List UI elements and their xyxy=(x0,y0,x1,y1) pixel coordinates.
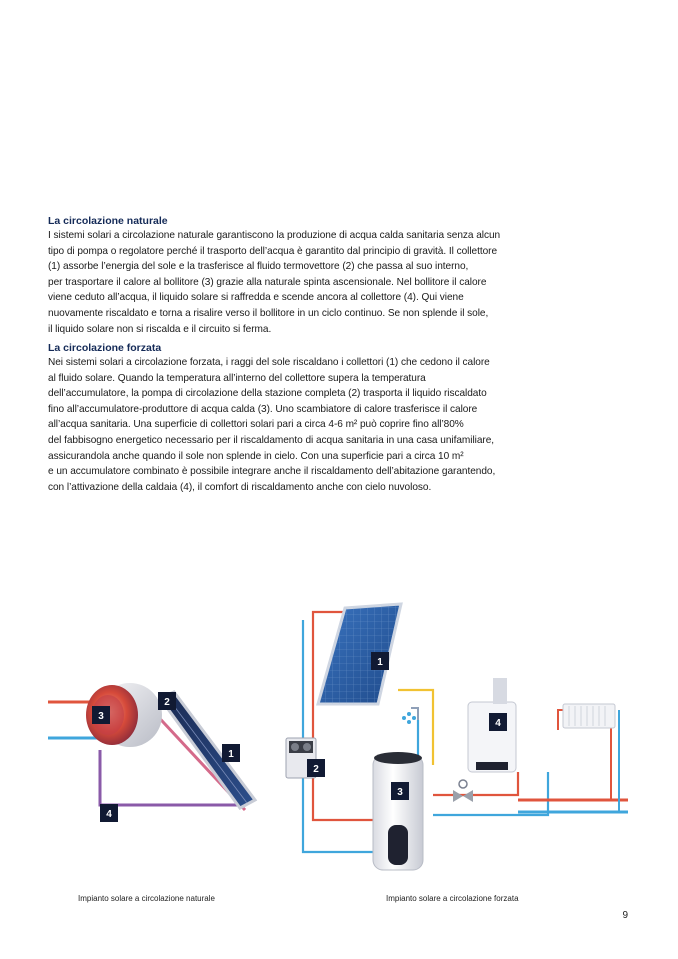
svg-text:2: 2 xyxy=(313,764,319,775)
text-line: il liquido solare non si riscalda e il circuito si ferma. xyxy=(48,323,272,335)
text-line: (1) assorbe l’energia del sole e la trasferisce al fluido termovettore (2) che passa al suo interno, xyxy=(48,261,469,273)
section-body xyxy=(48,355,568,495)
natural-circulation-diagram xyxy=(40,670,290,830)
section-title: La circolazione forzata xyxy=(48,342,162,354)
section-body xyxy=(48,228,568,337)
svg-text:3: 3 xyxy=(98,711,104,722)
badge-3 xyxy=(391,782,409,800)
storage-cylinder xyxy=(373,752,423,870)
badge-2 xyxy=(158,692,176,710)
text-line: con l’attivazione della caldaia (4), il comfort di riscaldamento anche con cielo nuvoloso. xyxy=(48,481,432,493)
text-line: viene ceduto all’acqua, il liquido solare si raffredda e scende ancora al collettore (4). Qui viene xyxy=(48,292,464,304)
svg-text:4: 4 xyxy=(495,718,501,729)
svg-text:4: 4 xyxy=(106,809,112,820)
svg-text:2: 2 xyxy=(164,697,170,708)
section-forced-circulation xyxy=(48,341,568,495)
badge-4 xyxy=(489,713,507,731)
valve-icon xyxy=(453,780,473,802)
badge-3 xyxy=(92,706,110,724)
figure-caption-natural: Impianto solare a circolazione naturale xyxy=(78,894,215,903)
radiator xyxy=(563,704,615,728)
badge-2 xyxy=(307,759,325,777)
text-line: al fluido solare. Quando la temperatura all’interno del collettore supera la temperatura xyxy=(48,372,426,384)
text-line: per trasportare il calore al bollitore (3) grazie alla naturale spinta ascensionale. Nel bollitore il calore xyxy=(48,276,487,288)
forced-circulation-diagram xyxy=(283,600,633,880)
text-line: dell’accumulatore, la pompa di circolazione della stazione completa (2) trasporta il liquido riscaldato xyxy=(48,388,487,400)
svg-text:1: 1 xyxy=(377,657,383,668)
badge-1 xyxy=(371,652,389,670)
text-line: Nei sistemi solari a circolazione forzata, i raggi del sole riscaldano i collettori (1) che cedono il calore xyxy=(48,357,490,368)
text-line: I sistemi solari a circolazione naturale garantiscono la produzione di acqua calda sanitaria senza alcun xyxy=(48,230,501,241)
svg-text:3: 3 xyxy=(397,787,403,798)
svg-text:1: 1 xyxy=(228,749,234,760)
figure-caption-forced: Impianto solare a circolazione forzata xyxy=(386,894,519,903)
section-natural-circulation xyxy=(48,214,568,337)
page-number: 9 xyxy=(622,910,628,921)
text-line: del fabbisogno energetico necessario per il riscaldamento di acqua sanitaria in una casa unifamiliare, xyxy=(48,434,495,446)
text-line: fino all’accumulatore-produttore di acqua calda (3). Uno scambiatore di calore trasferisce il calore xyxy=(48,403,478,415)
text-line: all’acqua sanitaria. Una superficie di collettori solari pari a circa 4-6 m² può coprire fino all’80% xyxy=(48,419,464,431)
shower-icon xyxy=(402,708,418,724)
text-line: nuovamente riscaldato e torna a risalire verso il bollitore in un ciclo continuo. Se non splende il sole, xyxy=(48,307,489,319)
badge-4 xyxy=(100,804,118,822)
badge-1 xyxy=(222,744,240,762)
text-line: e un accumulatore combinato è possibile integrare anche il riscaldamento dell’abitazione garantendo, xyxy=(48,466,496,478)
text-line: tipo di pompa o regolatore perché il trasporto dell’acqua è garantito dal principio di gravità. Il collettore xyxy=(48,245,498,257)
text-line: assicurandola anche quando il sole non splende in cielo. Con una superficie pari a circa 10 m² xyxy=(48,450,464,462)
section-title: La circolazione naturale xyxy=(48,215,168,227)
